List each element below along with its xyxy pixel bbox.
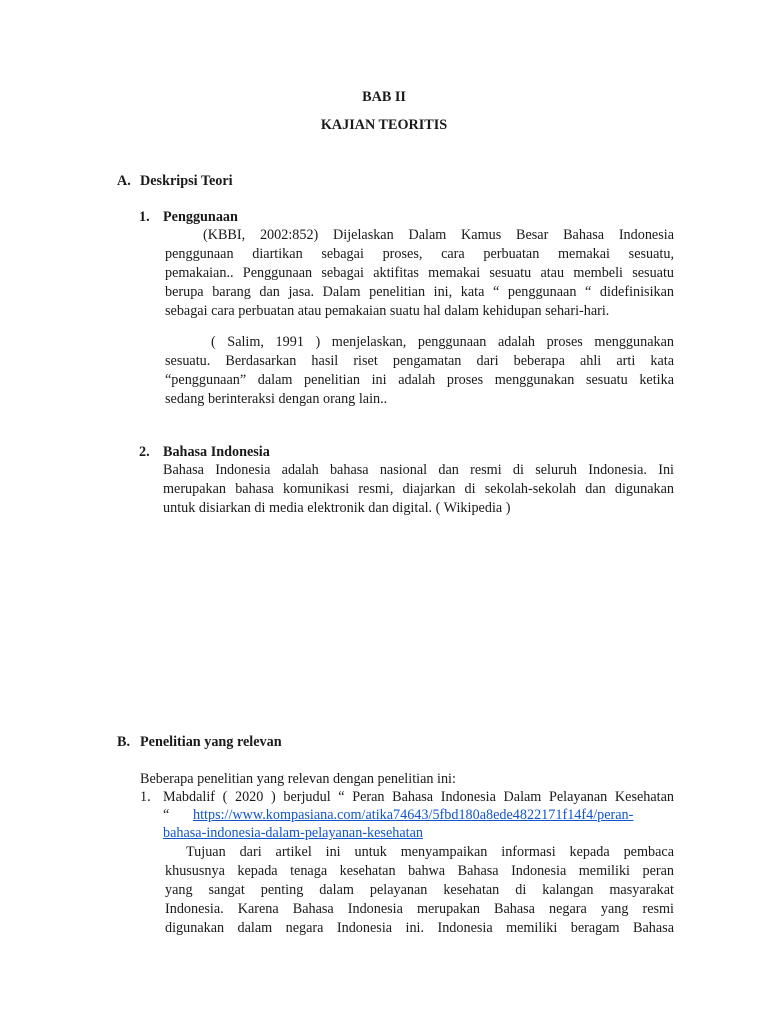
paragraph-line: Bahasa Indonesia adalah bahasa nasional dan resmi di seluruh Indonesia. Ini: [163, 462, 674, 478]
reference-1-heading: [163, 788, 674, 807]
paragraph-line: khususnya kepada tenaga kesehatan bahwa Bahasa Indonesia memiliki peran: [165, 863, 674, 879]
paragraph-line: merupakan bahasa komunikasi resmi, diajarkan di sekolah-sekolah dan digunakan: [163, 481, 674, 497]
chapter-title: KAJIAN TEORITIS: [320, 117, 448, 133]
item-2-title: Bahasa Indonesia: [163, 444, 270, 460]
item-1-paragraph-2: [165, 333, 674, 409]
section-a-title: Deskripsi Teori: [140, 173, 233, 189]
reference-1-marker: 1.: [140, 789, 151, 805]
paragraph-line: ( Salim, 1991 ) menjelaskan, penggunaan adalah proses menggunakan: [211, 334, 674, 350]
reference-1-quote-mark: “: [163, 807, 170, 823]
paragraph-line: penggunaan diartikan sebagai proses, cara perbuatan memakai sesuatu,: [165, 246, 674, 262]
paragraph-line: (KBBI, 2002:852) Dijelaskan Dalam Kamus Besar Bahasa Indonesia: [203, 227, 674, 243]
paragraph-line: sesuatu. Berdasarkan hasil riset pengamatan dari beberapa ahli arti kata: [165, 353, 674, 369]
paragraph-line: Tujuan dari artikel ini untuk menyampaikan informasi kepada pembaca: [186, 844, 674, 860]
reference-line: Mabdalif ( 2020 ) berjudul “ Peran Bahasa Indonesia Dalam Pelayanan Kesehatan: [163, 789, 674, 805]
item-1-marker: 1.: [139, 209, 150, 225]
paragraph-line: Indonesia. Karena Bahasa Indonesia merupakan Bahasa negara yang resmi: [165, 901, 674, 917]
paragraph-line: pemakaian.. Penggunaan sebagai aktifitas memakai sesuatu atau membeli sesuatu: [165, 265, 674, 281]
paragraph-line: berupa barang dan jasa. Dalam penelitian ini, kata “ penggunaan “ didefinisikan: [165, 284, 674, 300]
item-2-paragraph: [163, 461, 674, 518]
section-a-marker: A.: [117, 173, 131, 189]
reference-1-description: [165, 843, 674, 938]
item-1-paragraph-1: [165, 226, 674, 321]
paragraph-line: sedang berinteraksi dengan orang lain..: [165, 391, 388, 407]
chapter-number: BAB II: [362, 89, 406, 105]
paragraph-line: untuk disiarkan di media elektronik dan digital. ( Wikipedia ): [163, 500, 511, 516]
paragraph-line: sebagai cara perbuatan atau pemakaian suatu hal dalam kehidupan sehari-hari.: [165, 303, 610, 319]
reference-1-url-part-2[interactable]: bahasa-indonesia-dalam-pelayanan-kesehatan: [163, 825, 423, 841]
section-b-intro: Beberapa penelitian yang relevan dengan penelitian ini:: [140, 771, 456, 787]
paragraph-line: “penggunaan” dalam penelitian ini adalah proses menggunakan sesuatu ketika: [165, 372, 674, 388]
item-2-marker: 2.: [139, 444, 150, 460]
item-1-title: Penggunaan: [163, 209, 238, 225]
paragraph-line: yang sangat penting dalam pelayanan kesehatan di kalangan masyarakat: [165, 882, 674, 898]
reference-1-url-part-1[interactable]: https://www.kompasiana.com/atika74643/5fbd180a8ede4822171f14f4/peran-: [193, 807, 634, 823]
section-b-title: Penelitian yang relevan: [140, 734, 282, 750]
paragraph-line: digunakan dalam negara Indonesia ini. Indonesia memiliki beragam Bahasa: [165, 920, 674, 936]
section-b-marker: B.: [117, 734, 131, 750]
